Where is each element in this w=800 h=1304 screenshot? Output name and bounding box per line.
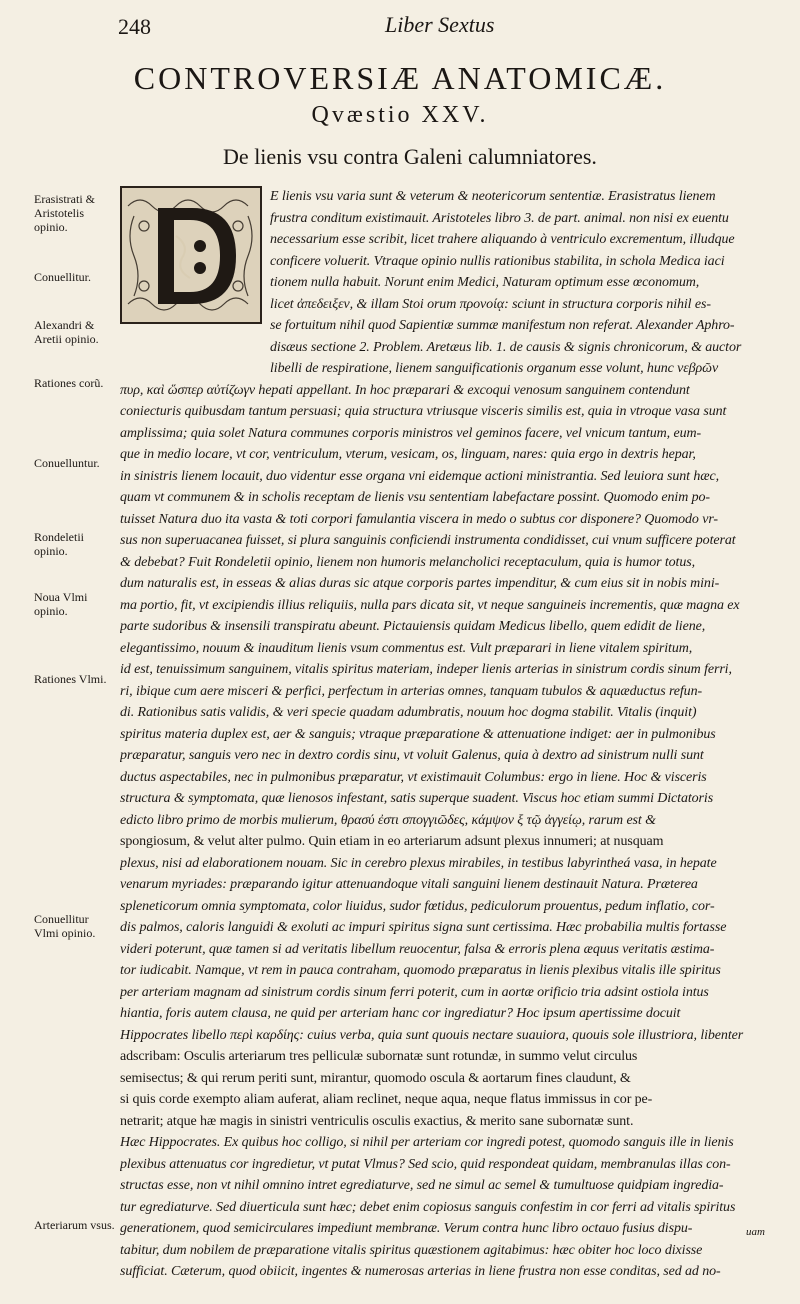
- text-line: tuisset Natura duo ita vasta & toti corpori famulantia viscera in medo o subtus cor disponere? Quomodo vr-: [120, 509, 780, 531]
- text-line: adscribam: Osculis arteriarum tres pelliculæ subornatæ sunt rotundæ, in summo velut circulus: [120, 1046, 780, 1068]
- text-line: ductus aspectabiles, nec in pulmonibus præparatur, vt existimauit Columbus: ergo in liene. Hoc & visceris: [120, 767, 780, 789]
- text-line: structura & symptomata, quæ lienosos infestant, satis superque suadent. Viscus hoc etiam summi Dictatoris: [120, 788, 780, 810]
- running-head: Liber Sextus: [385, 12, 494, 38]
- margin-note: Arteriarum vsus.: [34, 1218, 116, 1232]
- text-line: generationem, quod semicirculares impediunt membranæ. Verum contra hunc libro octauo fusius dispu-: [120, 1218, 780, 1240]
- margin-note: Rondeletii opinio.: [34, 530, 116, 558]
- text-line: ri, ibique cum aere misceri & perfici, perfectum in arterias omnes, tanquam tubulos & aquæductus refun-: [120, 681, 780, 703]
- question-heading: Qvæstio XXV.: [0, 102, 800, 129]
- text-line: spleneticorum omnia symptomata, color liuidus, sudor fœtidus, pediculorum prouentus, pedum inflatio, cor-: [120, 896, 780, 918]
- text-line: plexibus attenuatus cor ingredietur, vt putat Vlmus? Sed scio, quid respondeat quidam, membranulas illas con-: [120, 1154, 780, 1176]
- text-line: quam vt communem & in scholis receptam de lienis vsu sententiam labefactare possint. Quomodo enim po-: [120, 487, 780, 509]
- text-line: libelli de respiratione, lienem sanguificationis organum esse volunt, hunc νεβρῶν: [120, 358, 780, 380]
- page-number: 248: [118, 14, 151, 40]
- text-line: hiantia, foris autem clausa, ne quid per arteriam hanc cor ingrediatur? Hoc ipsum apertissime docuit: [120, 1003, 780, 1025]
- text-line: dum naturalis est, in esseas & alias duras sic atque corporis partes impenditur, & cum eius sit in nobis mini-: [120, 573, 780, 595]
- subject-heading: De lienis vsu contra Galeni calumniatores.: [0, 144, 800, 170]
- margin-note: Alexandri & Aretii opinio.: [34, 318, 116, 346]
- margin-note: Rationes corũ.: [34, 376, 116, 390]
- catchword: uam: [746, 1226, 765, 1238]
- text-line: conficere voluerit. Vtraque opinio nullis rationibus stabilita, in schola Medica iaci: [120, 251, 780, 273]
- text-line: amplissima; quia solet Natura communes corporis ministros vel geminos facere, vel vnicum tantum, eum-: [120, 423, 780, 445]
- text-line: tionem nulla habuit. Norunt enim Medici, Naturam optimum esse œconomum,: [120, 272, 780, 294]
- text-line: frustra conditum existimauit. Aristoteles libro 3. de part. animal. non nisi ex euentu: [120, 208, 780, 230]
- margin-note: Conuelluntur.: [34, 456, 116, 470]
- text-line: videri poterunt, quæ tamen si ad veritatis libellum reuocentur, falsa & erroris plena æquus veritatis æstima-: [120, 939, 780, 961]
- page-title: CONTROVERSIÆ ANATOMICÆ.: [0, 60, 800, 97]
- text-line: [120, 1283, 780, 1304]
- text-line: plexus, nisi ad elaborationem nouam. Sic in cerebro plexus mirabiles, in testibus labyrintheá vasa, in hepate: [120, 853, 780, 875]
- text-line: que in medio locare, vt cor, ventriculum, vterum, vesicam, os, linguam, nares: quia ergo in dextris hepar,: [120, 444, 780, 466]
- text-line: per arteriam magnam ad sinistrum cordis sinum ferri poterit, cum in aortæ orificio tria adsint ostiola intus: [120, 982, 780, 1004]
- margin-note: Noua Vlmi opinio.: [34, 590, 116, 618]
- text-line: parte sudoribus & insensili transpiratu abeunt. Pictauiensis quidam Medicus libello, quem edidit de liene,: [120, 616, 780, 638]
- margin-note: Rationes Vlmi.: [34, 672, 116, 686]
- text-line: ma portio, fit, vt excipiendis illius reliquiis, nulla pars dicata sit, vt neque sanguineis incrementis, quæ magna ex: [120, 595, 780, 617]
- text-line: licet ἀπεδειξεν, & illam Stoi orum προνοίᾳ: sciunt in structura corporis nihil es-: [120, 294, 780, 316]
- text-line: edicto libro primo de morbis mulierum, θρασύ ἐστι σπογγιῶδες, κάμψον ξ τῷ ἀγγείῳ, rarum est &: [120, 810, 780, 832]
- text-line: necessarium esse scribit, licet trahere aliquando à ventriculo excrementum, illudque: [120, 229, 780, 251]
- margin-note: Conuellitur Vlmi opinio.: [34, 912, 116, 940]
- body-text: [120, 186, 780, 1304]
- text-line: se fortuitum nihil quod Sapientiæ summæ manifestum non referat. Alexander Aphro-: [120, 315, 780, 337]
- text-line: structas esse, non vt nihil omnino intret egrediaturve, sed ne simul ac semel & tumultuose quidpiam ingredia-: [120, 1175, 780, 1197]
- text-line: Hæc Hippocrates. Ex quibus hoc colligo, si nihil per arteriam cor ingredi potest, quomodo sanguis ille in lienis: [120, 1132, 780, 1154]
- text-line: sus non superuacanea fuisset, si plura sanguinis conficiendi instrumenta condidisset, cui vnum sufficere poterat: [120, 530, 780, 552]
- text-line: venarum myriades: præparando igitur attenuandoque vitali sanguini lienem destinauit Natura. Præterea: [120, 874, 780, 896]
- text-line: semisectus; & qui rerum periti sunt, mirantur, quomodo oscula & aortarum fines claudunt, &: [120, 1068, 780, 1090]
- margin-note: Erasistrati & Aristotelis opinio.: [34, 192, 116, 234]
- text-line: elegantissimo, nouum & inauditum lienis vsum commentus est. Vult præparari in liene vitalem spiritum,: [120, 638, 780, 660]
- text-line: si quis corde exempto aliam auferat, aliam reclinet, neque aqua, neque flatus immissus in cor pe-: [120, 1089, 780, 1111]
- text-line: spiritus materia duplex est, aer & sanguis; vtraque præparatione & attenuatione indiget: aer in pulmonibus: [120, 724, 780, 746]
- text-line: tur egrediaturve. Sed diuerticula sunt hæc; debet enim copiosus sanguis confestim in cor ferri ad vitalis spiritus: [120, 1197, 780, 1219]
- text-line: netrarit; atque hæ magis in sinistri ventriculis osculis exactius, & merito sane subornatæ sunt.: [120, 1111, 780, 1133]
- text-line: in sinistris lienem locauit, duo videntur esse organa vni eidemque actioni ministrantia. Sed leuiora sunt hæc,: [120, 466, 780, 488]
- text-line: id est, tenuissimum sanguinem, vitalis spiritus materiam, indeper lienis arterias in sinistrum cordis sinum ferri,: [120, 659, 780, 681]
- text-line: sufficiat. Cæterum, quod obiicit, ingentes & numerosas arterias in liene frustra non esse conditas, sed ad no-: [120, 1261, 780, 1283]
- text-line: E lienis vsu varia sunt & veterum & neotericorum sententiæ. Erasistratus lienem: [120, 186, 780, 208]
- text-line: spongiosum, & velut alter pulmo. Quin etiam in eo arteriarum adsunt plexus innumeri; at nusquam: [120, 831, 780, 853]
- text-line: & debebat? Fuit Rondeletii opinio, lienem non humoris melancholici receptaculum, quia is humor totus,: [120, 552, 780, 574]
- text-line: di. Rationibus satis validis, & veri specie quadam adumbratis, nouum hoc dogma stabilit. Vitalis (inquit): [120, 702, 780, 724]
- text-line: coniecturis quibusdam tantum persuasi; quia structura vtriusque visceris similis est, quia in vtroque vasa sunt: [120, 401, 780, 423]
- text-line: disæus sectione 2. Problem. Aretæus lib. 1. de causis & signis chronicorum, & auctor: [120, 337, 780, 359]
- text-line: πυρ, καὶ ὥσπερ αὐτίζωγν hepati appellant. In hoc præparari & excoqui venosum sanguinem contendunt: [120, 380, 780, 402]
- text-line: tabitur, dum nobilem de præparatione vitalis spiritus quæstionem agitabimus: hæc obiter hoc loco dixisse: [120, 1240, 780, 1262]
- text-line: dis palmos, caloris languidi & exoluti ac impuri spiritus signa sunt certissima. Hæc probabilia multis fortasse: [120, 917, 780, 939]
- text-line: tor iudicabit. Namque, vt rem in pauca contraham, quomodo præparatus in lienis plexibus vitalis ille spiritus: [120, 960, 780, 982]
- text-line: præparatur, sanguis vero nec in dextro cordis sinu, vt voluit Galenus, quia à dextro ad sinistrum nulli sunt: [120, 745, 780, 767]
- text-line: Hippocrates libello περὶ καρδίης: cuius verba, quia sunt quouis nectare suauiora, quouis sole illustriora, libenter: [120, 1025, 780, 1047]
- margin-note: Conuellitur.: [34, 270, 116, 284]
